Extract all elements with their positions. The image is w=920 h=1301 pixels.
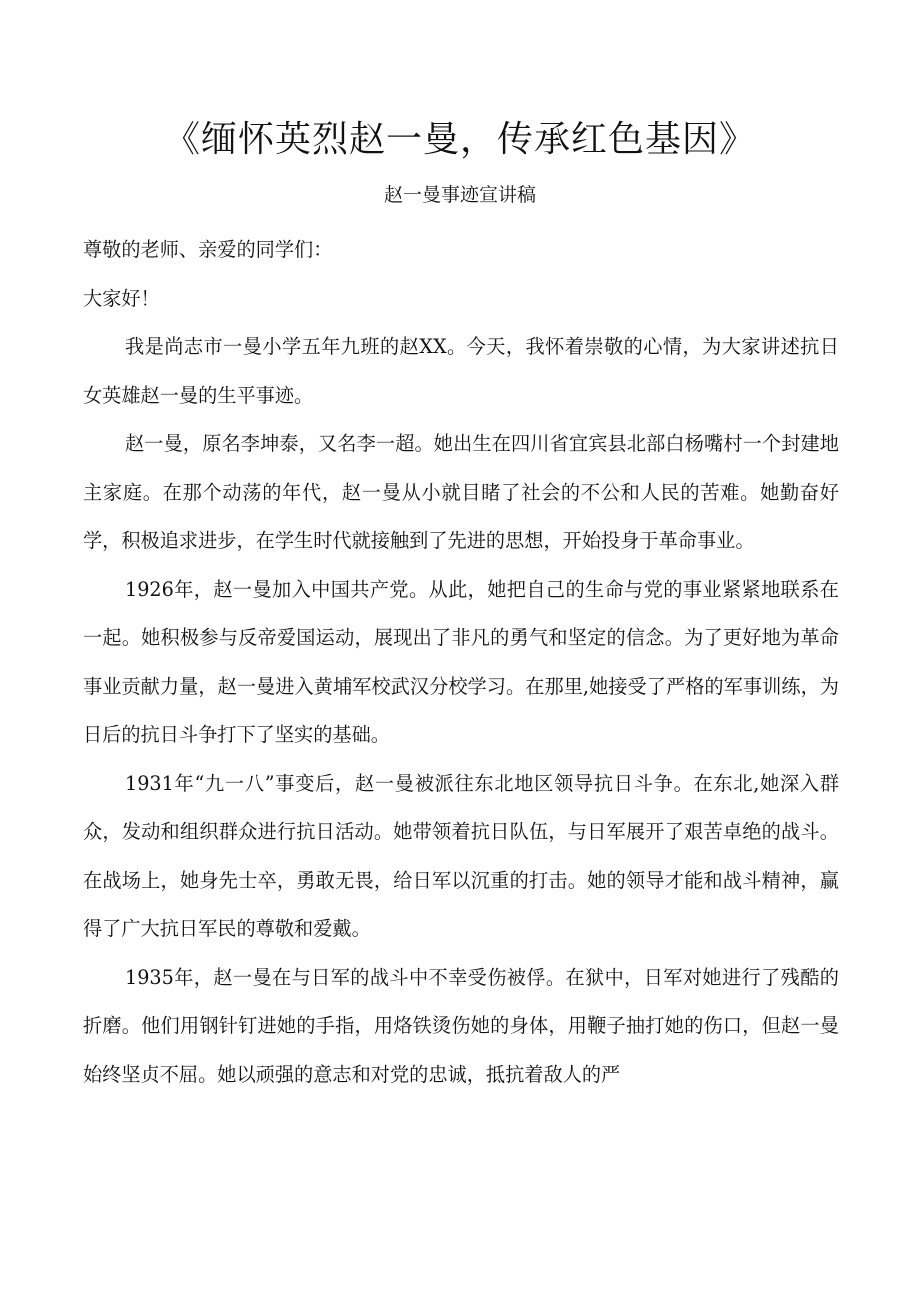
greeting: 大家好！ (83, 286, 160, 310)
document-body (83, 226, 839, 1099)
paragraph-1935: 1935年，赵一曼在与日军的战斗中不幸受伤被俘。在狱中，日军对她进行了残酷的折磨。他们用钢针钉进她的手指，用烙铁烫伤她的身体，用鞭子抽打她的伤口，但赵一曼始终坚贞不屈。她以顽强的意志和对党的忠诚，抵抗着敌人的严 (83, 965, 839, 1086)
paragraph-early-life: 赵一曼，原名李坤泰，又名李一超。她出生在四川省宜宾县北部白杨嘴村一个封建地主家庭。在那个动荡的年代，赵一曼从小就目睹了社会的不公和人民的苦难。她勤奋好学，积极追求进步，在学生时代就接触到了先进的思想，开始投身于革命事业。 (83, 432, 839, 552)
salutation: 尊敬的老师、亲爱的同学们： (83, 238, 333, 261)
paragraph-intro: 我是尚志市一曼小学五年九班的赵XX。今天，我怀着崇敬的心情，为大家讲述抗日女英雄赵一曼的生平事迹。 (83, 335, 839, 407)
paragraph-1926: 1926年，赵一曼加入中国共产党。从此，她把自己的生命与党的事业紧紧地联系在一起。她积极参与反帝爱国运动，展现出了非凡的勇气和坚定的信念。为了更好地为革命事业贡献力量，赵一曼进入黄埔军校武汉分校学习。在那里,她接受了严格的军事训练，为日后的抗日斗争打下了坚实的基础。 (83, 577, 839, 746)
document-subtitle: 赵一曼事迹宣讲稿 (383, 184, 536, 206)
document-title: 《缅怀英烈赵一曼，传承红色基因》 (163, 119, 756, 160)
paragraph-1931: 1931年“九一八”事变后，赵一曼被派往东北地区领导抗日斗争。在东北,她深入群众，发动和组织群众进行抗日活动。她带领着抗日队伍，与日军展开了艰苦卓绝的战斗。在战场上，她身先士卒，勇敢无畏，给日军以沉重的打击。她的领导才能和战斗精神，赢得了广大抗日军民的尊敬和爱戴。 (83, 771, 839, 940)
